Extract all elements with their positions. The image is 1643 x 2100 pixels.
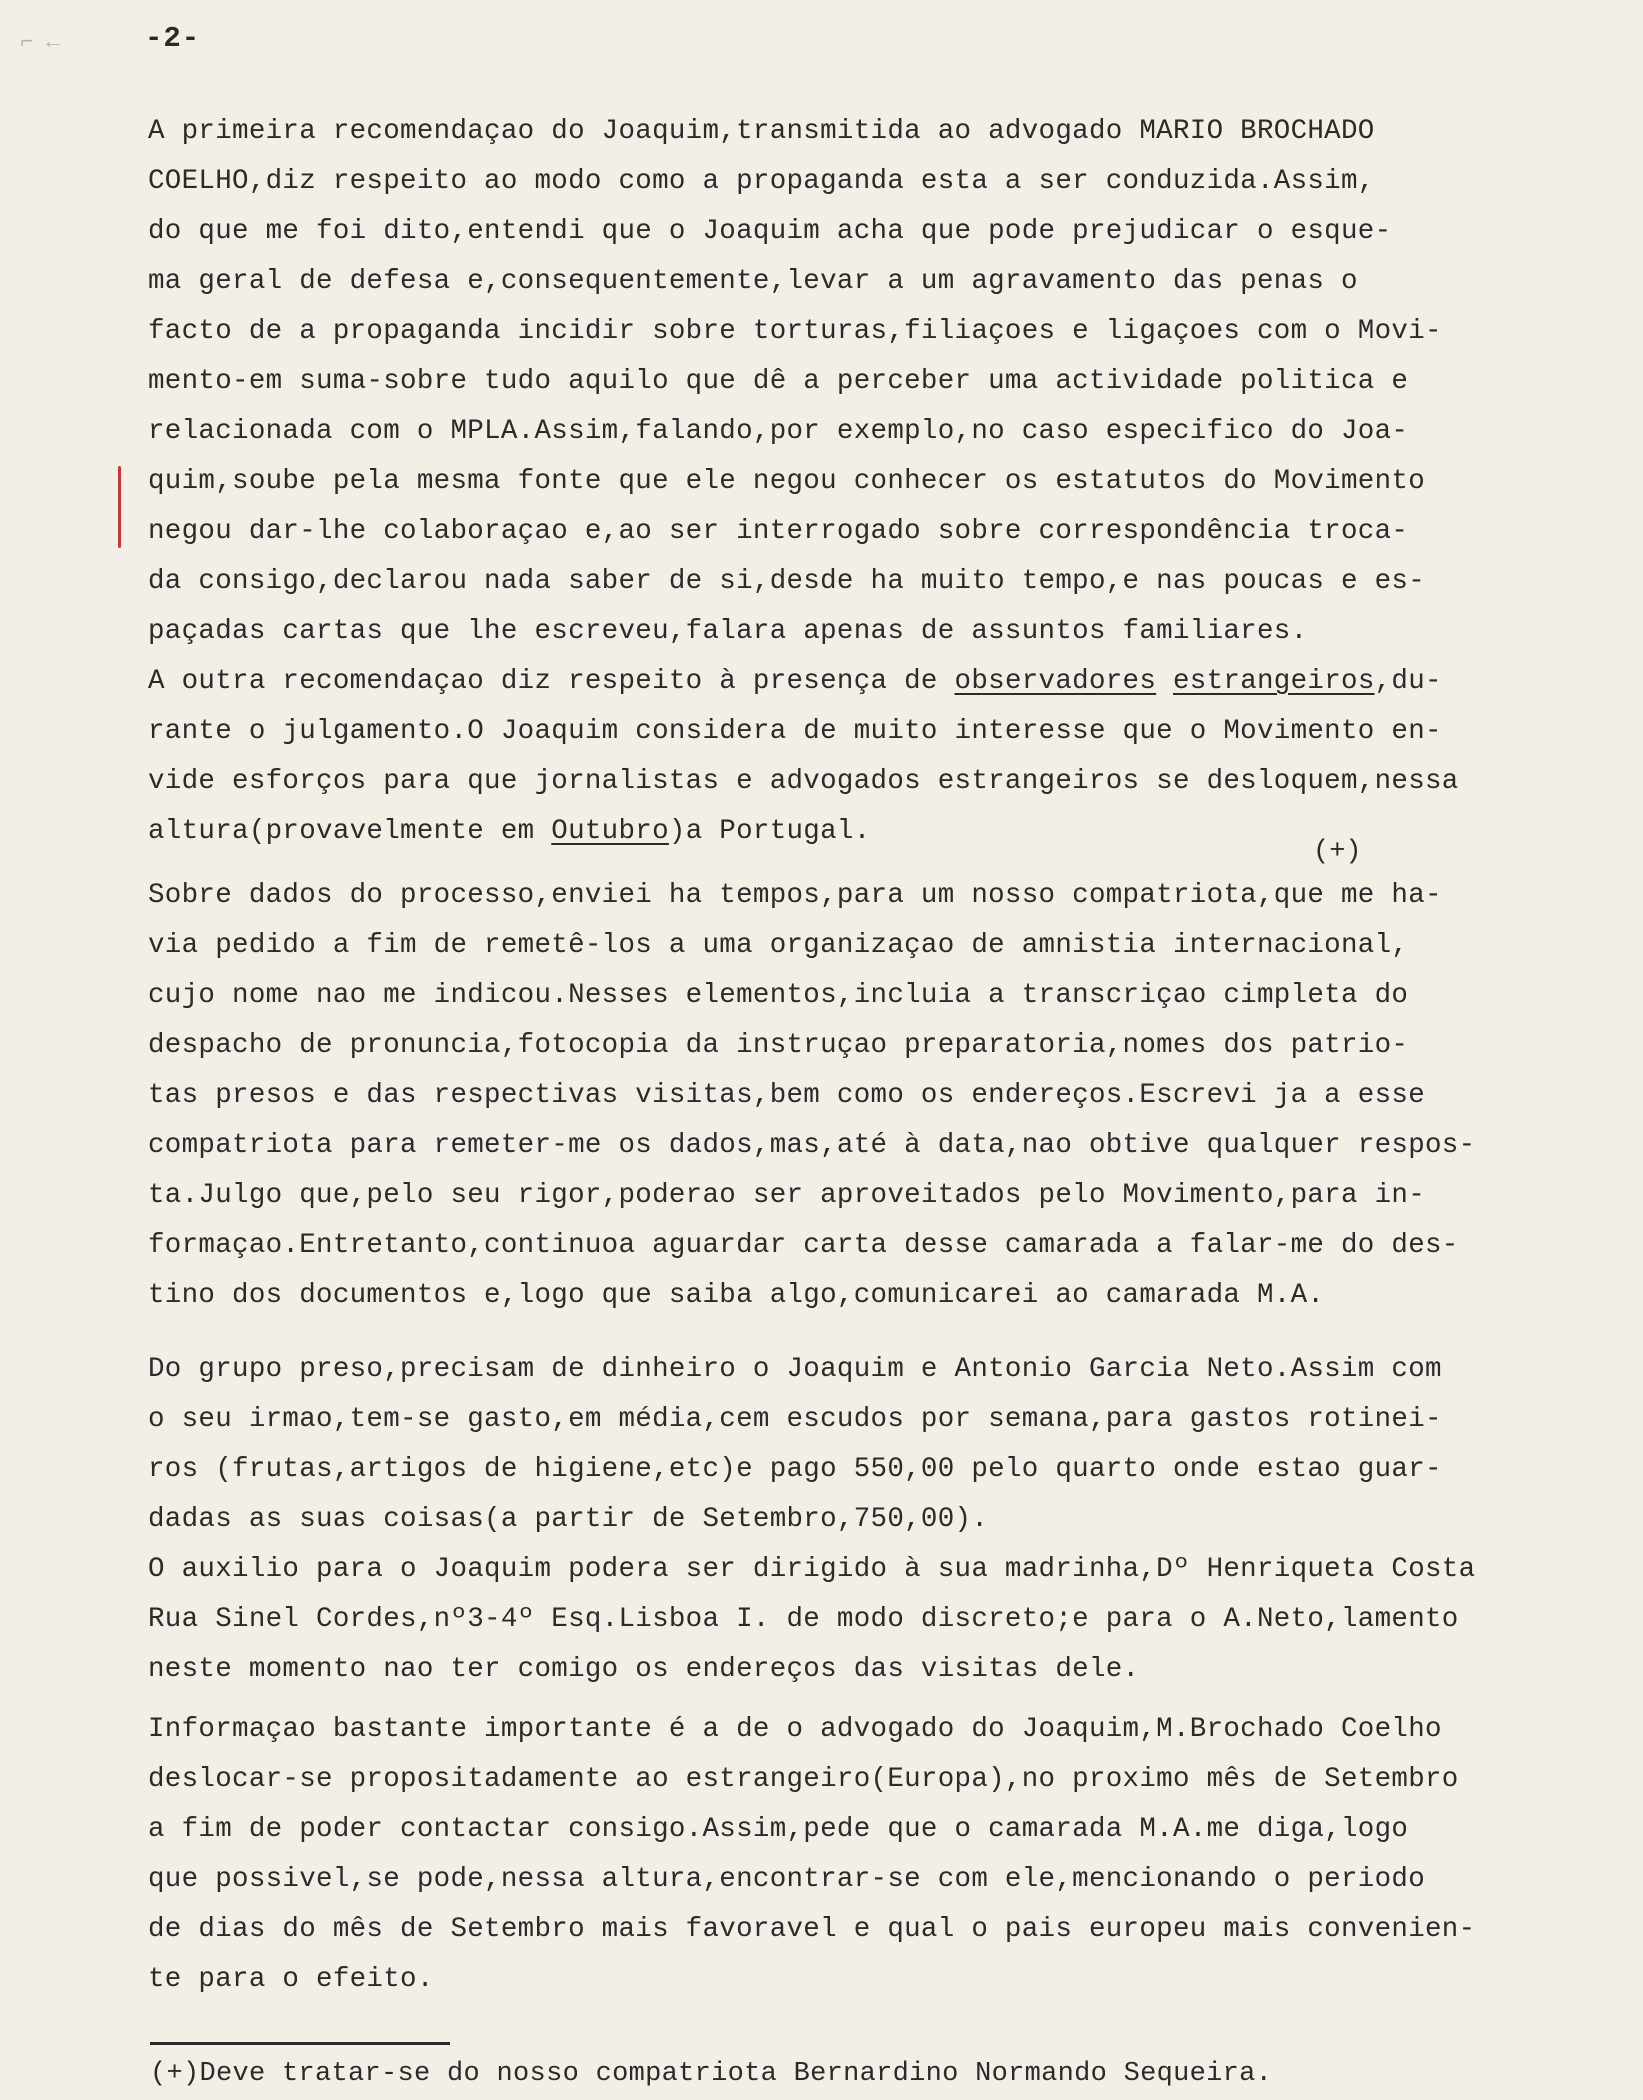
- text-line: paçadas cartas que lhe escreveu,falara apenas de assuntos familiares.: [148, 616, 1308, 647]
- underlined-text: Outubro: [551, 816, 669, 847]
- text-line: facto de a propaganda incidir sobre torturas,filiaçoes e ligaçoes com o Movi-: [148, 316, 1442, 347]
- text-line: vide esforços para que jornalistas e advogados estrangeiros se desloquem,nessa: [148, 766, 1459, 797]
- text-span: altura(provavelmente em: [148, 816, 552, 847]
- text-line: ros (frutas,artigos de higiene,etc)e pago 550,00 pelo quarto onde estao guar-: [148, 1454, 1442, 1485]
- footnote-marker: (+): [1313, 837, 1362, 867]
- text-line: o seu irmao,tem-se gasto,em média,cem escudos por semana,para gastos rotinei-: [148, 1404, 1442, 1435]
- text-line: que possivel,se pode,nessa altura,encontrar-se com ele,mencionando o periodo: [148, 1864, 1426, 1895]
- red-margin-mark-icon: [118, 466, 121, 548]
- text-line: Rua Sinel Cordes,nº3-4º Esq.Lisboa I. de modo discreto;e para o A.Neto,lamento: [148, 1604, 1459, 1635]
- footnote: (+)Deve tratar-se do nosso compatriota Bernardino Normando Sequeira.: [150, 2059, 1273, 2089]
- text-line: da consigo,declarou nada saber de si,desde ha muito tempo,e nas poucas e es-: [148, 566, 1426, 597]
- text-line: Informaçao bastante importante é a de o advogado do Joaquim,M.Brochado Coelho: [148, 1714, 1442, 1745]
- text-line: COELHO,diz respeito ao modo como a propaganda esta a ser conduzida.Assim,: [148, 166, 1375, 197]
- text-line: formaçao.Entretanto,continuoa aguardar carta desse camarada a falar-me do des-: [148, 1230, 1459, 1261]
- text-line: compatriota para remeter-me os dados,mas,até à data,nao obtive qualquer respos-: [148, 1130, 1476, 1161]
- text-span: [1156, 666, 1173, 697]
- text-line: ta.Julgo que,pelo seu rigor,poderao ser aproveitados pelo Movimento,para in-: [148, 1180, 1426, 1211]
- text-line: rante o julgamento.O Joaquim considera de muito interesse que o Movimento en-: [148, 716, 1442, 747]
- text-line: deslocar-se propositadamente ao estrangeiro(Europa),no proximo mês de Setembro: [148, 1764, 1459, 1795]
- text-line: a fim de poder contactar consigo.Assim,pede que o camarada M.A.me diga,logo: [148, 1814, 1409, 1845]
- text-line: te para o efeito.: [148, 1964, 434, 1995]
- underlined-text: observadores: [954, 666, 1157, 697]
- text-line: neste momento nao ter comigo os endereços das visitas dele.: [148, 1654, 1140, 1685]
- text-line: Do grupo preso,precisam de dinheiro o Joaquim e Antonio Garcia Neto.Assim com: [148, 1354, 1442, 1385]
- text-line: Sobre dados do processo,enviei ha tempos,para um nosso compatriota,que me ha-: [148, 880, 1442, 911]
- page-number: -2-: [145, 22, 201, 55]
- text-line: [148, 812, 1598, 852]
- text-line: dadas as suas coisas(a partir de Setembro,750,00).: [148, 1504, 989, 1535]
- text-line: tino dos documentos e,logo que saiba algo,comunicarei ao camarada M.A.: [148, 1280, 1325, 1311]
- underlined-text: estrangeiros: [1172, 666, 1375, 697]
- text-line: de dias do mês de Setembro mais favoravel e qual o pais europeu mais convenien-: [148, 1914, 1476, 1945]
- text-span: A outra recomendaçao diz respeito à presença de: [148, 666, 955, 697]
- text-line: O auxilio para o Joaquim podera ser dirigido à sua madrinha,Dº Henriqueta Costa: [148, 1554, 1476, 1585]
- text-line: quim,soube pela mesma fonte que ele negou conhecer os estatutos do Movimento: [148, 466, 1426, 497]
- text-line: via pedido a fim de remetê-los a uma organizaçao de amnistia internacional,: [148, 930, 1409, 961]
- text-line: A primeira recomendaçao do Joaquim,transmitida ao advogado MARIO BROCHADO: [148, 116, 1375, 147]
- text-line: mento-em suma-sobre tudo aquilo que dê a perceber uma actividade politica e: [148, 366, 1409, 397]
- text-span: ,du-: [1374, 666, 1442, 697]
- text-line: [148, 662, 1598, 702]
- text-line: negou dar-lhe colaboraçao e,ao ser interrogado sobre correspondência troca-: [148, 516, 1409, 547]
- text-line: tas presos e das respectivas visitas,bem como os endereços.Escrevi ja a esse: [148, 1080, 1426, 1111]
- text-line: relacionada com o MPLA.Assim,falando,por exemplo,no caso especifico do Joa-: [148, 416, 1409, 447]
- text-span: )a Portugal.: [668, 816, 871, 847]
- text-line: do que me foi dito,entendi que o Joaquim acha que pode prejudicar o esque-: [148, 216, 1392, 247]
- text-line: ma geral de defesa e,consequentemente,levar a um agravamento das penas o: [148, 266, 1358, 297]
- text-line: despacho de pronuncia,fotocopia da instruçao preparatoria,nomes dos patrio-: [148, 1030, 1409, 1061]
- footnote-rule: [150, 2042, 450, 2045]
- text-line: cujo nome nao me indicou.Nesses elementos,incluia a transcriçao cimpleta do: [148, 980, 1409, 1011]
- corner-scribble-icon: ⌐ ←: [20, 30, 60, 55]
